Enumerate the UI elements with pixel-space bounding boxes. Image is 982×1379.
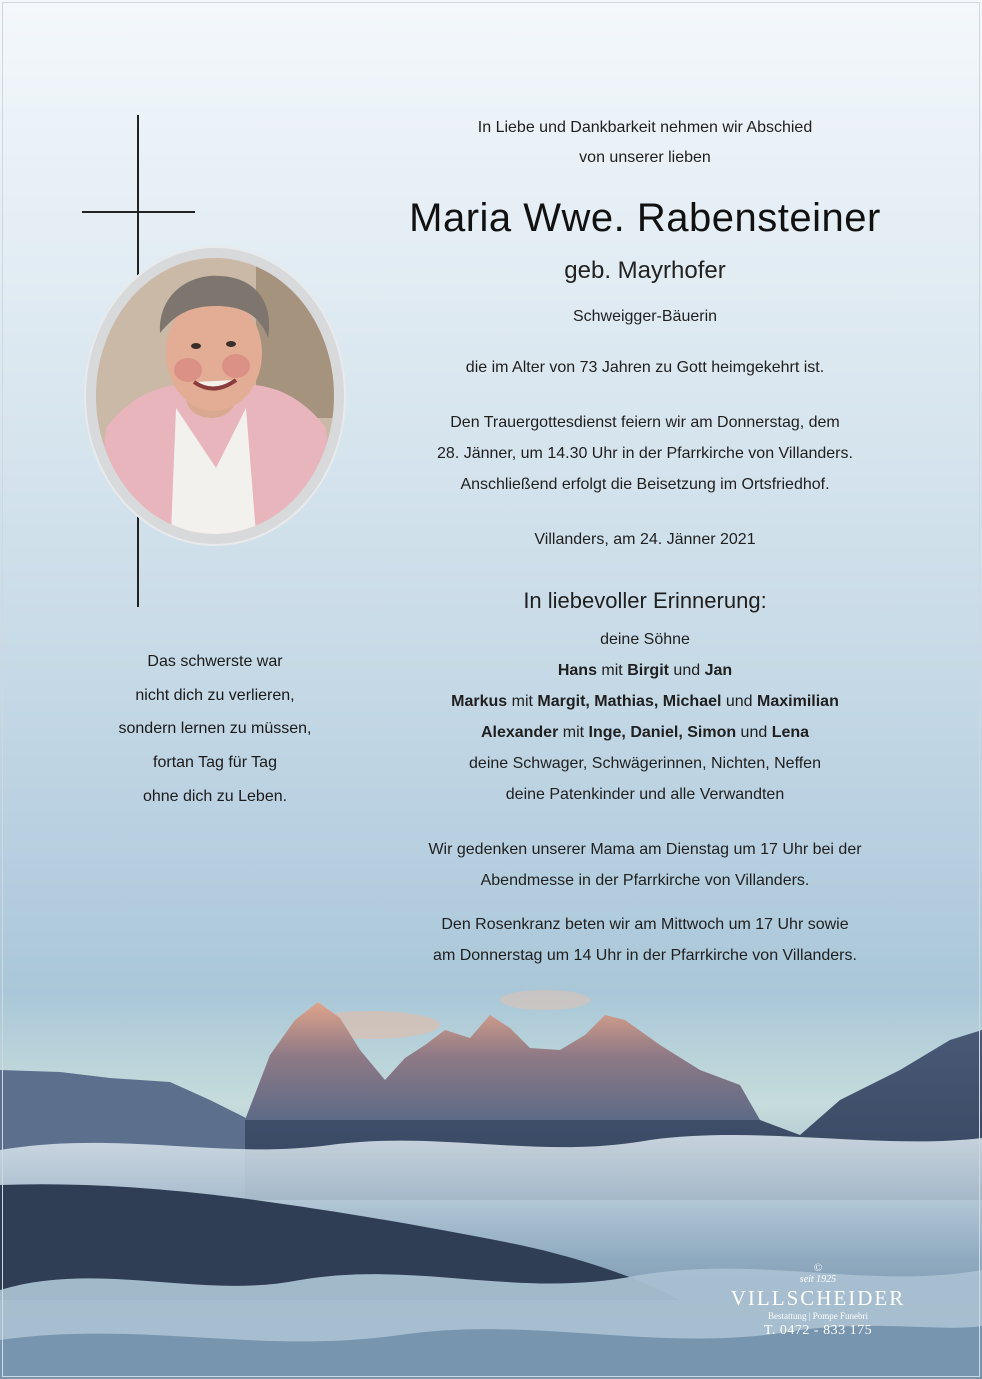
occupation: Schweigger-Bäuerin (572, 308, 718, 325)
poem-line: ohne dich zu Leben. (142, 788, 288, 805)
poem-line: fortan Tag für Tag (153, 754, 277, 771)
maiden-name: geb. Mayrhofer (564, 257, 726, 284)
funeral-line: Anschließend erfolgt die Beisetzung im Ortsfriedhof. (460, 476, 830, 493)
age-line: die im Alter von 73 Jahren zu Gott heimgekehrt ist. (465, 359, 825, 376)
connector-text: mit (558, 724, 589, 741)
rosary-line: am Donnerstag um 14 Uhr in der Pfarrkirche von Villanders. (433, 947, 857, 964)
founded-year: seit 1925 (799, 1274, 837, 1285)
funeral-line: Den Trauergottesdienst feiern wir am Donnerstag, dem (450, 414, 840, 431)
funeral-line: 28. Jänner, um 14.30 Uhr in der Pfarrkirche von Villanders. (437, 445, 853, 462)
brand-name: VILLSCHEIDER (730, 1286, 906, 1310)
son-name: Hans (557, 662, 597, 679)
intro-line: In Liebe und Dankbarkeit nehmen wir Abschied (477, 119, 813, 136)
brand-phone: T. 0472 - 833 175 (763, 1323, 873, 1338)
relatives-line: deine Schwager, Schwägerinnen, Nichten, Neffen (469, 755, 821, 772)
place-date: Villanders, am 24. Jänner 2021 (534, 531, 756, 548)
poem-line: Das schwerste war (147, 653, 283, 670)
family-names: Margit, Mathias, Michael (537, 693, 722, 710)
godchildren-line: deine Patenkinder und alle Verwandten (505, 786, 785, 803)
memorial-line: Wir gedenken unserer Mama am Dienstag um 17 Uhr bei der (428, 841, 862, 858)
family-names: Jan (704, 662, 733, 679)
memorial-line: Abendmesse in der Pfarrkirche von Villanders. (480, 872, 810, 889)
family-line (400, 723, 890, 743)
family-names: Birgit (627, 662, 669, 679)
connector-text: mit (507, 693, 538, 710)
funeral-home-logo (718, 1262, 918, 1340)
family-line (400, 692, 890, 712)
cross-horizontal-bar (82, 211, 195, 213)
connector-text: und (736, 724, 772, 741)
connector-text: und (668, 662, 705, 679)
copyright-mark: © (813, 1262, 823, 1274)
rosary-line: Den Rosenkranz beten wir am Mittwoch um 17 Uhr sowie (441, 916, 849, 933)
son-name: Alexander (480, 724, 559, 741)
connector-text: und (721, 693, 758, 710)
brand-subtitle: Bestattung | Pompe Funebri (767, 1311, 869, 1321)
poem-line: sondern lernen zu müssen, (118, 720, 312, 737)
family-line (400, 661, 890, 681)
portrait-photo (96, 258, 334, 534)
family-names: Inge, Daniel, Simon (588, 724, 737, 741)
family-names: Maximilian (757, 693, 839, 710)
mourners-heading: In liebevoller Erinnerung: (523, 588, 767, 613)
son-name: Markus (451, 693, 508, 710)
family-names: Lena (771, 724, 810, 741)
connector-text: mit (596, 662, 628, 679)
intro-line: von unserer lieben (579, 149, 711, 166)
sons-label: deine Söhne (600, 631, 690, 648)
deceased-name: Maria Wwe. Rabensteiner (409, 196, 881, 240)
poem-line: nicht dich zu verlieren, (135, 687, 295, 704)
